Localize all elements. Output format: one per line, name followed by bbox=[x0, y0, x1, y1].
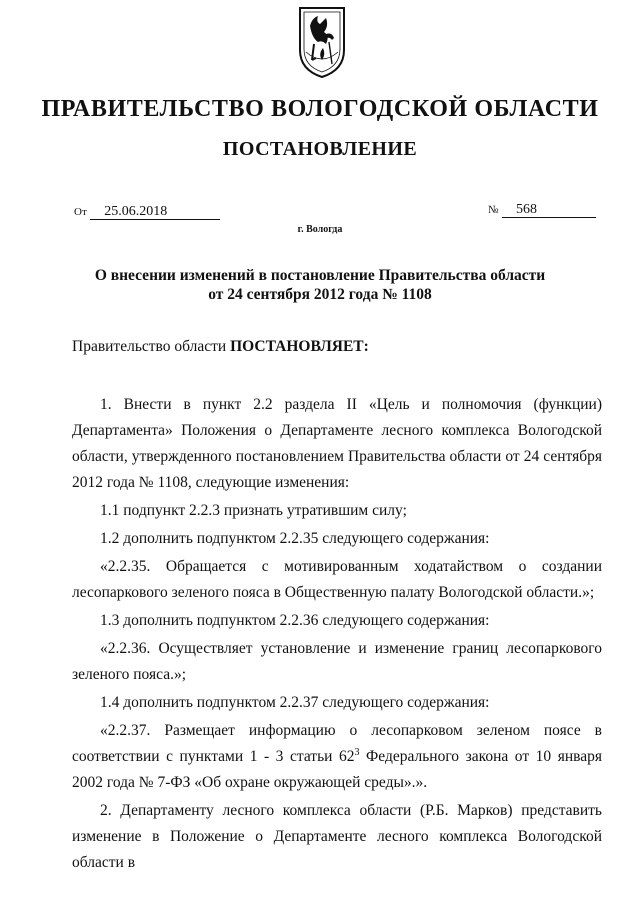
document-date bbox=[74, 204, 220, 220]
paragraph-1-4-quote bbox=[72, 718, 602, 796]
date-value: 25.06.2018 bbox=[90, 205, 220, 220]
paragraph-1-2-quote: «2.2.35. Обращается с мотивированным ходатайством о создании лесопаркового зеленого пояса в Общественную палату Вологодской области.»; bbox=[72, 558, 602, 601]
subject-line-1: О внесении изменений в постановление Правительства области bbox=[94, 267, 546, 284]
quote-part-b: Федерального закона от 10 января 2002 года № 7-ФЗ «Об охране окружающей среды».». bbox=[72, 748, 602, 791]
article-superscript: 3 bbox=[354, 746, 360, 758]
government-title: ПРАВИТЕЛЬСТВО ВОЛОГОДСКОЙ ОБЛАСТИ bbox=[41, 96, 599, 122]
paragraph-1-3: 1.3 дополнить подпунктом 2.2.36 следующего содержания: bbox=[100, 612, 490, 629]
date-prefix: От bbox=[74, 206, 87, 218]
intro-emphasis: ПОСТАНОВЛЯЕТ: bbox=[230, 338, 369, 355]
document-subject bbox=[60, 266, 580, 304]
number-prefix: № bbox=[488, 204, 499, 216]
paragraph-1-4: 1.4 дополнить подпунктом 2.2.37 следующего содержания: bbox=[100, 694, 490, 711]
intro-statement bbox=[72, 338, 369, 356]
city-label: г. Вологда bbox=[297, 224, 343, 235]
quote-part-a: «2.2.37. Размещает информацию о лесопарковом зеленом поясе в соответствии с пунктами 1 - 3 статьи 62 bbox=[72, 722, 602, 765]
document-type: ПОСТАНОВЛЕНИЕ bbox=[222, 138, 418, 160]
paragraph-2: 2. Департаменту лесного комплекса области (Р.Б. Марков) представить изменение в Положение о Департаменте лесного комплекса Вологодской области в bbox=[72, 802, 602, 871]
document-body bbox=[72, 392, 602, 876]
paragraph-1-1: 1.1 подпункт 2.2.3 признать утратившим силу; bbox=[100, 502, 407, 519]
paragraph-1-2: 1.2 дополнить подпунктом 2.2.35 следующего содержания: bbox=[100, 530, 490, 547]
paragraph-1-3-quote: «2.2.36. Осуществляет установление и изменение границ лесопаркового зеленого пояса.»; bbox=[72, 640, 602, 683]
number-value: 568 bbox=[502, 203, 596, 218]
vologda-coat-of-arms-icon bbox=[296, 4, 348, 80]
paragraph-1: 1. Внести в пункт 2.2 раздела II «Цель и полномочия (функции) Департамента» Положения о Департаменте лесного комплекса Вологодской области, утвержденного постановлением Правительства области от 24 сентября 2012 года № 1108, следующие изменения: bbox=[72, 396, 602, 491]
document-number bbox=[488, 202, 596, 218]
intro-text: Правительство области bbox=[72, 338, 227, 355]
subject-line-2: от 24 сентября 2012 года № 1108 bbox=[208, 286, 432, 303]
